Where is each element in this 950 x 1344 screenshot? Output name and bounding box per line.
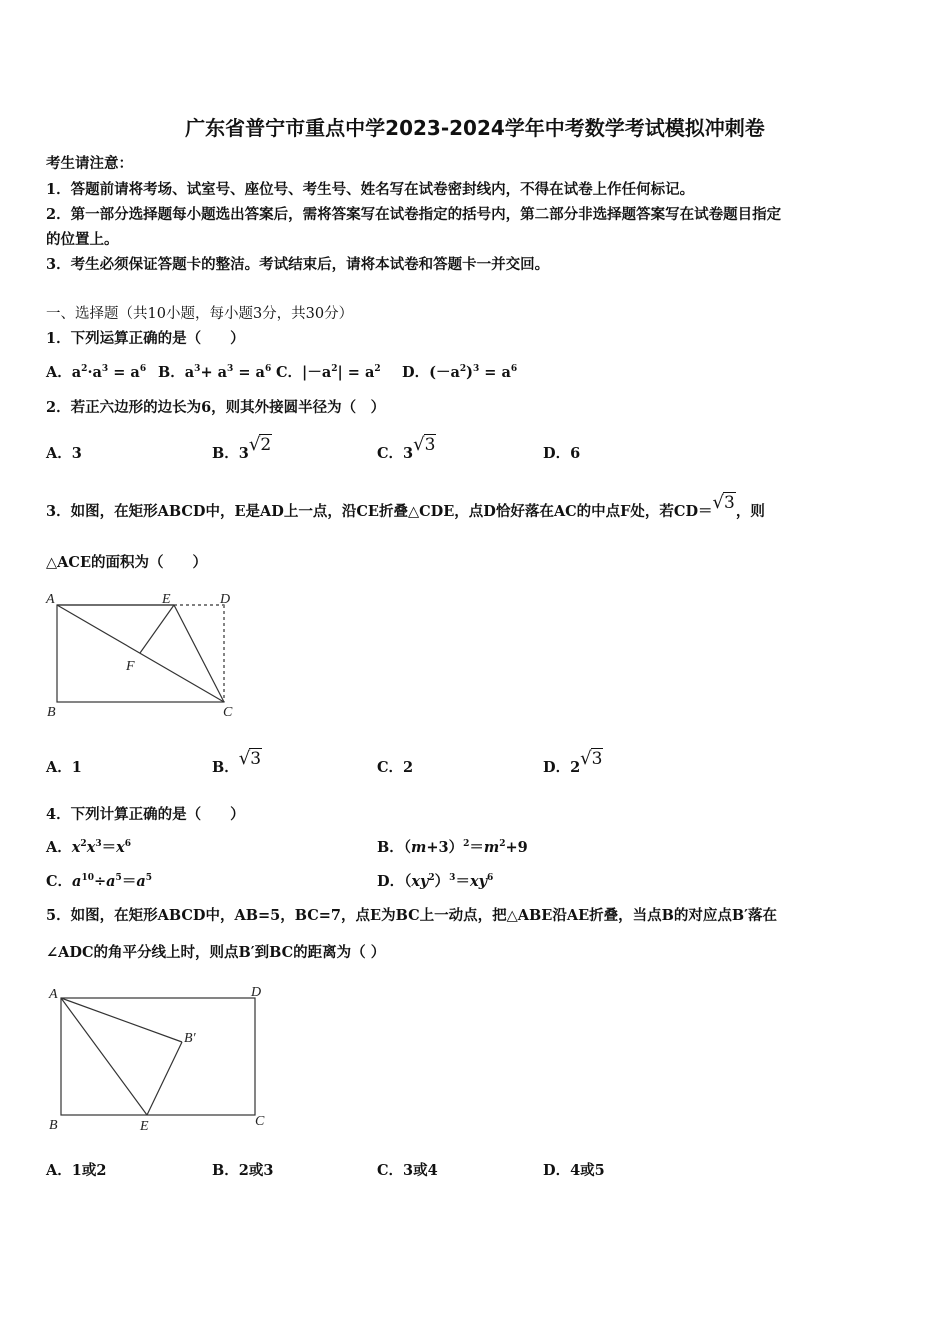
q5-segment-ae bbox=[61, 998, 147, 1115]
q3-stem-radicand: 3 bbox=[724, 493, 735, 513]
sqrt-icon: √3 bbox=[238, 748, 262, 769]
q5-segment-b-prime-e bbox=[147, 1042, 182, 1115]
q3-label-e: E bbox=[162, 592, 171, 607]
q2-option-c[interactable] bbox=[377, 434, 436, 463]
section-heading: 一、选择题（共10小题，每小题3分，共30分） bbox=[46, 306, 354, 322]
q5-option-b[interactable]: B．2或3 bbox=[212, 1162, 274, 1179]
q3-stem-line2: △ACE的面积为（ ） bbox=[46, 554, 207, 571]
q2-option-c-text: C．3 bbox=[377, 445, 414, 462]
q4-option-a[interactable]: A．$x^2x^3=x^6$ bbox=[46, 839, 132, 856]
q3-stem-end: ，则 bbox=[735, 503, 765, 520]
q5-segment-ab-prime bbox=[61, 998, 182, 1042]
q1-option-b-label: B． bbox=[158, 364, 185, 381]
q1-stem: 1．下列运算正确的是（ ） bbox=[46, 330, 245, 347]
q3-stem-text: 3．如图，在矩形ABCD中，E是AD上一点，沿CE折叠△CDE，点D恰好落在AC的中点F处，若CD＝ bbox=[46, 503, 713, 520]
q3-b-radicand: 3 bbox=[250, 749, 262, 769]
q1-option-d-label: D． bbox=[402, 364, 430, 381]
q4-option-a-label: A． bbox=[46, 839, 72, 856]
q4-option-c[interactable]: C．$a^{10}\div a^5=a^5$ bbox=[46, 873, 152, 890]
q5-stem-line2: ∠ADC的角平分线上时，则点B′到BC的距离为（ ） bbox=[46, 944, 386, 961]
q4-option-b[interactable]: B．$(m+3)^2=m^2+9$ bbox=[377, 839, 528, 856]
q2-option-b[interactable] bbox=[212, 434, 272, 463]
q5-option-a[interactable]: A．1或2 bbox=[46, 1162, 107, 1179]
q1-option-a-label: A． bbox=[46, 364, 72, 381]
q4-option-d[interactable]: D．$(xy^2)^3=xy^6$ bbox=[377, 873, 494, 890]
sqrt-icon: √3 bbox=[580, 748, 603, 769]
q5-label-b-prime: B′ bbox=[184, 1031, 196, 1046]
q2-c-radicand: 3 bbox=[424, 435, 436, 455]
q1-option-c-label: C． bbox=[276, 364, 303, 381]
sqrt-icon: √2 bbox=[248, 434, 272, 455]
q5-stem: 5．如图，在矩形ABCD中，AB=5，BC=7，点E为BC上一动点，把△ABE沿AE折叠，当点B的对应点B′落在 bbox=[46, 907, 777, 924]
q3-label-a: A bbox=[46, 592, 55, 607]
q2-b-radicand: 2 bbox=[260, 435, 272, 455]
q2-option-d[interactable]: D．6 bbox=[543, 445, 581, 462]
q4-stem: 4．下列计算正确的是（ ） bbox=[46, 806, 245, 823]
q3-option-a[interactable]: A．1 bbox=[46, 759, 82, 776]
q5-label-c: C bbox=[255, 1114, 265, 1129]
q5-label-a: A bbox=[49, 987, 58, 1002]
q3-d-radicand: 3 bbox=[591, 749, 603, 769]
q3-option-d-text: D．2 bbox=[543, 759, 581, 776]
q3-option-c[interactable]: C．2 bbox=[377, 759, 414, 776]
notice-item-2: 2．第一部分选择题每小题选出答案后，需将答案写在试卷指定的括号内，第二部分非选择题答案写在试卷题目指定 bbox=[46, 206, 782, 223]
q4-option-d-label: D． bbox=[377, 873, 405, 890]
notice-item-2-cont: 的位置上。 bbox=[46, 231, 119, 248]
q2-option-b-text: B．3 bbox=[212, 445, 249, 462]
q3-option-b-text: B． bbox=[212, 759, 239, 776]
q5-label-d: D bbox=[251, 985, 262, 1000]
q5-rectangle bbox=[61, 998, 255, 1115]
q2-option-a[interactable]: A．3 bbox=[46, 445, 82, 462]
q5-option-c[interactable]: C．3或4 bbox=[377, 1162, 438, 1179]
notice-item-1: 1．答题前请将考场、试室号、座位号、考生号、姓名写在试卷密封线内，不得在试卷上作任何标记。 bbox=[46, 181, 695, 198]
q5-label-b: B bbox=[49, 1118, 58, 1133]
q3-label-f: F bbox=[126, 659, 135, 674]
sqrt-icon: √3 bbox=[712, 492, 735, 513]
q1-option-a[interactable]: A．$a^2\cdot a^3 = a^6$ bbox=[46, 364, 147, 381]
q3-label-c: C bbox=[223, 705, 233, 720]
q2-stem: 2．若正六边形的边长为6，则其外接圆半径为（ ） bbox=[46, 399, 386, 416]
q1-option-b[interactable]: B．$a^3+ a^3 = a^6$ bbox=[158, 364, 272, 381]
q3-label-b: B bbox=[47, 705, 56, 720]
q3-option-d[interactable] bbox=[543, 748, 603, 777]
notice-item-3: 3．考生必须保证答题卡的整洁。考试结束后，请将本试卷和答题卡一并交回。 bbox=[46, 256, 550, 273]
q5-label-e: E bbox=[140, 1119, 149, 1134]
q3-option-b[interactable] bbox=[212, 748, 262, 777]
q3-figure bbox=[44, 590, 244, 720]
page-title: 广东省普宁市重点中学2023-2024学年中考数学考试模拟冲刺卷 bbox=[185, 116, 765, 140]
q4-option-b-label: B． bbox=[377, 839, 404, 856]
sqrt-icon: √3 bbox=[413, 434, 436, 455]
q5-figure bbox=[44, 982, 274, 1137]
q3-stem bbox=[46, 492, 765, 521]
q1-option-c[interactable]: C．$|-a^2| = a^2$ bbox=[276, 364, 381, 381]
q3-label-d: D bbox=[220, 592, 231, 607]
q4-option-c-label: C． bbox=[46, 873, 73, 890]
q5-option-d[interactable]: D．4或5 bbox=[543, 1162, 605, 1179]
notice-heading: 考生请注意： bbox=[46, 155, 133, 172]
q3-segment-ef bbox=[140, 605, 174, 653]
q1-option-d[interactable]: D．$(-a^2)^3 = a^6$ bbox=[402, 364, 518, 381]
